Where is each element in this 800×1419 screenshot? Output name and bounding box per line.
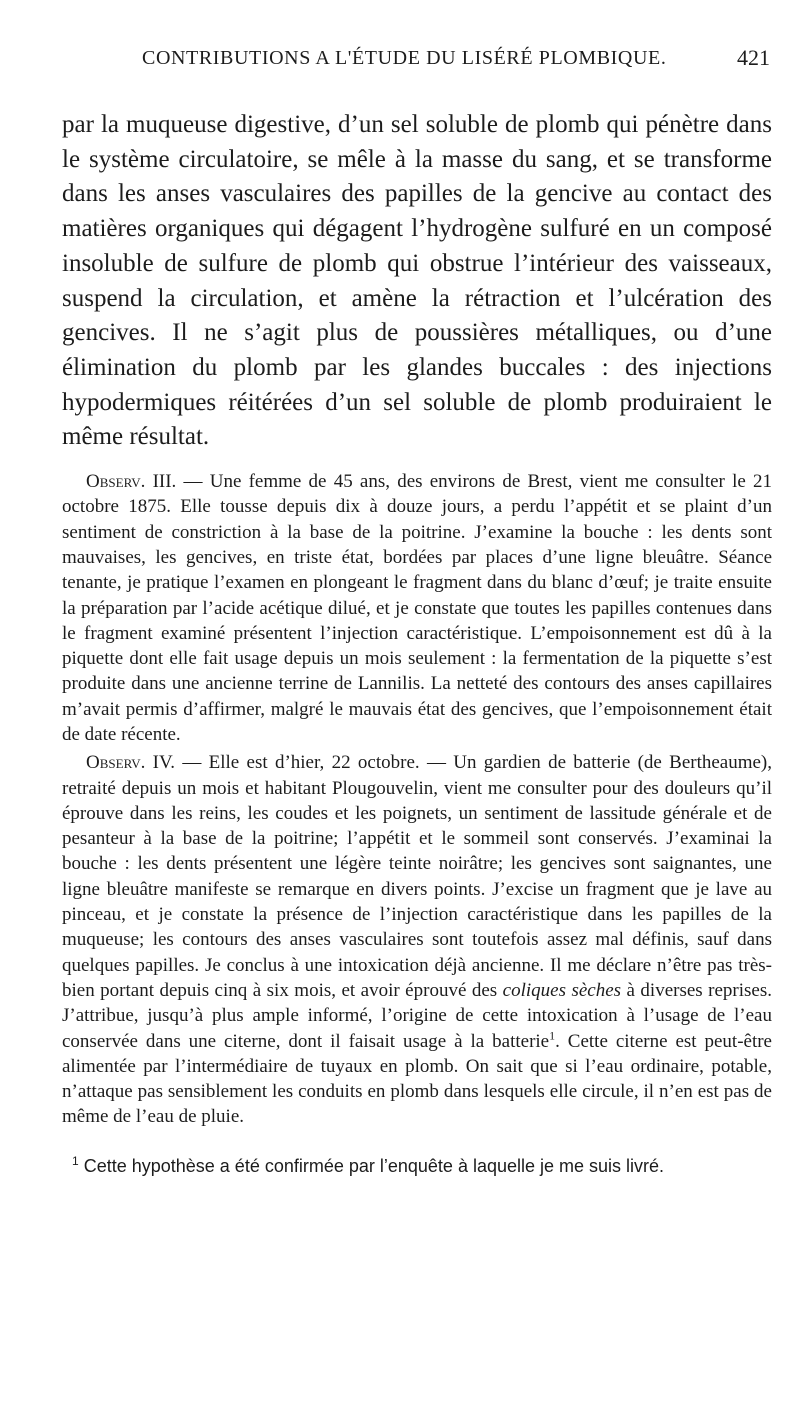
observation-number: IV. (152, 752, 176, 774)
page-header (62, 28, 772, 70)
observation-number: III. (152, 471, 177, 493)
italic-term: coliques sèches (502, 979, 622, 1001)
observation-3 (62, 469, 772, 747)
observation-text-continued: à diverses reprises. J’attribue, jusqu’à plus ample informé, l’origine de cette intoxication à l’usage de l’eau conservée dans une citerne, dont il faisait usage à la batterie (62, 979, 773, 1052)
footnote-text: Cette hypothèse a été confirmée par l’enquête à laquelle je me suis livré. (83, 1155, 665, 1176)
footnote-reference: 1 (549, 1028, 556, 1043)
book-page (62, 28, 772, 1179)
lead-paragraph: par la muqueuse digestive, d’un sel soluble de plomb qui pénètre dans le système circulatoire, se mêle à la masse du sang, et se transforme dans les anses vasculaires des papilles de la gencive au contact des matières organiques qui dégagent l’hydrogène sulfuré en un composé insoluble de sulfure de plomb qui obstrue l’intérieur des vaisseaux, suspend la circulation, et amène la rétraction et l’ulcération des gencives. Il ne s’agit plus de poussières métalliques, ou d’une élimination du plomb par les glandes buccales : des injections hypodermiques réitérées d’un sel soluble de plomb produiraient le même résultat. (62, 111, 772, 451)
observation-4 (62, 750, 772, 1129)
page-number: 421 (737, 45, 770, 70)
observation-label: Observ. (86, 471, 146, 493)
footnote-marker: 1 (72, 1153, 79, 1168)
observation-text-end: . Cette citerne est peut-être alimentée par l’intermédiaire de tuyaux en plomb. On sait que si l’eau ordinaire, potable, n’attaque pas sensiblement les conduits en plomb dans lesquels elle circule, il n’en est pas de même de l’eau de pluie. (62, 1030, 772, 1128)
footnote (62, 1153, 772, 1179)
observation-label: Observ. (86, 752, 146, 774)
observation-text: — Une femme de 45 ans, des environs de Brest, vient me consulter le 21 octobre 1875. Elle tousse depuis dix à douze jours, a perdu l’appétit et se plaint d’un sentiment de constriction à la base de la poitrine. J’examine la bouche : les dents sont mauvaises, les gencives, en triste état, bordées par places d’une ligne bleuâtre. Séance tenante, je pratique l’examen en plongeant le fragment dans du blanc d’œuf; je traite ensuite la préparation par l’acide acétique dilué, et je constate que toutes les papilles contenues dans le fragment examiné présentent l’injection caractéristique. L’empoisonnement est dû à la piquette dont elle fait usage depuis un mois seulement : la fermentation de la piquette s’est produite dans une ancienne terrine de Lannilis. La netteté des contours des anses capillaires m’avait permis d’affirmer, malgré le mauvais état des gencives, que l’empoisonnement était de date récente. (62, 471, 773, 745)
observation-text: — Elle est d’hier, 22 octobre. — Un gardien de batterie (de Bertheaume), retraité depuis un mois et habitant Plougouvelin, vient me consulter pour des douleurs qu’il éprouve dans les reins, les coudes et les poignets, un sentiment de lassitude générale et de pesanteur à la base de la poitrine; l’appétit et le sommeil sont conservés. J’examinai la bouche : les dents présentent une légère teinte noirâtre; les gencives sont saignantes, une ligne bleuâtre manifeste se remarque en divers points. J’excise un fragment que je lave au pinceau, et je constate la présence de l’injection caractéristique dans les papilles de la muqueuse; les contours des anses vasculaires sont toutefois assez mal définis, sauf dans quelques papilles. Je conclus à une intoxication déjà ancienne. Il me déclare n’être pas très-bien portant depuis cinq à six mois, et avoir éprouvé des (62, 752, 773, 1001)
running-title: CONTRIBUTIONS A L'ÉTUDE DU LISÉRÉ PLOMBIQUE. (142, 47, 667, 69)
